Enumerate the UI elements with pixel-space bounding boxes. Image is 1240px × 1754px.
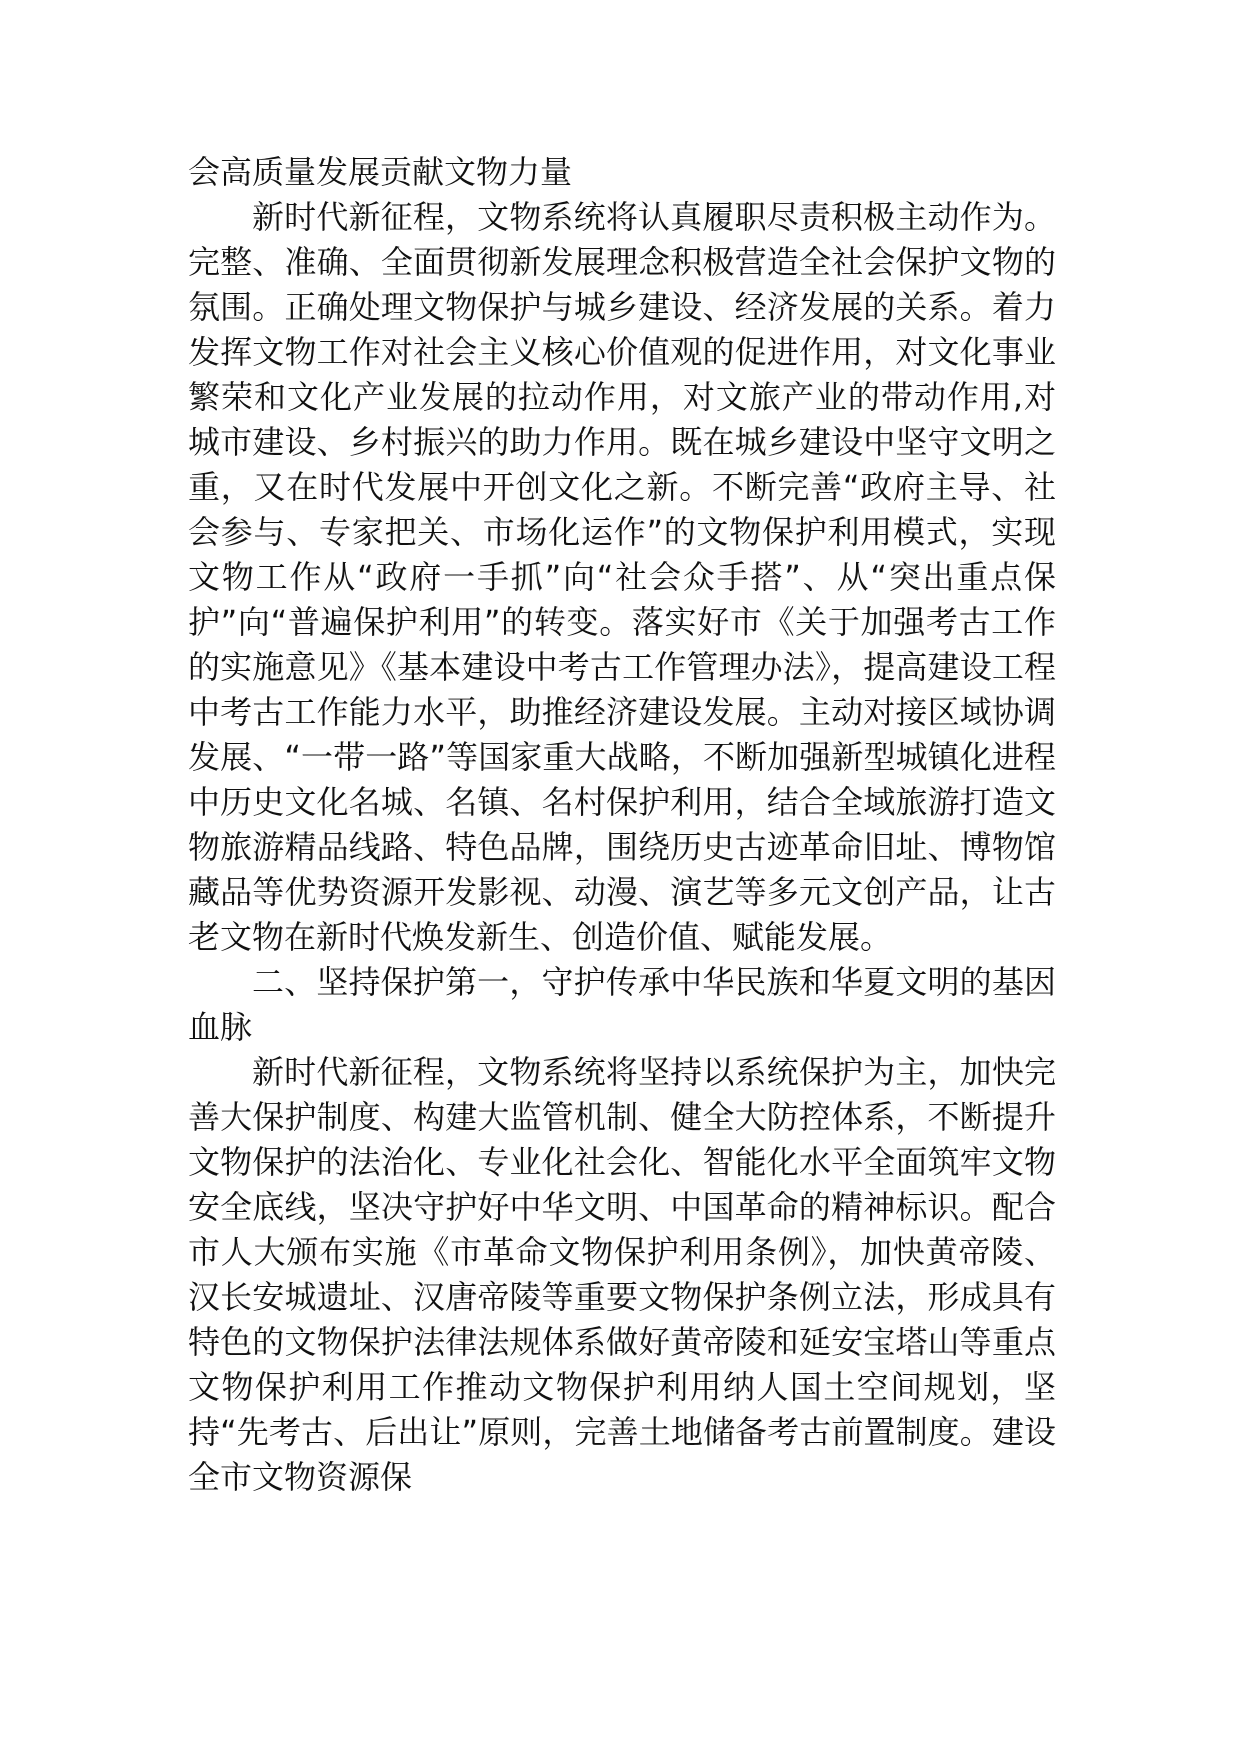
paragraph-systematic-protection: 新时代新征程，文物系统将坚持以系统保护为主，加快完善大保护制度、构建大监管机制、健全大防控体系，不断提升文物保护的法治化、专业化社会化、智能化水平全面筑牢文物安全底线，坚决守护好中华文明、中国革命的精神标识。配合市人大颁布实施《市革命文物保护利用条例》，加快黄帝陵、汉长安城遗址、汉唐帝陵等重要文物保护条例立法，形成具有特色的文物保护法律法规体系做好黄帝陵和延安宝塔山等重点文物保护利用工作推动文物保护利用纳人国土空间规划，坚持“先考古、后出让”原则，完善土地储备考古前置制度。建设全市文物资源保 [188,1053,1056,1496]
paragraph-continuation: 会高质量发展贡献文物力量 [188,153,573,191]
paragraph-cultural-relics-mission: 新时代新征程，文物系统将认真履职尽责积极主动作为。完整、准确、全面贯彻新发展理念积极营造全社会保护文物的氛围。正确处理文物保护与城乡建设、经济发展的关系。着力发挥文物工作对社会主义核心价值观的促进作用，对文化事业繁荣和文化产业发展的拉动作用，对文旅产业的带动作用,对城市建设、乡村振兴的助力作用。既在城乡建设中坚守文明之重，又在时代发展中开创文化之新。不断完善“政府主导、社会参与、专家把关、市场化运作”的文物保护利用模式，实现文物工作从“政府一手抓”向“社会众手搭”、从“突出重点保护”向“普遍保护利用”的转变。落实好市《关于加强考古工作的实施意见》《基本建设中考古工作管理办法》，提高建设工程中考古工作能力水平，助推经济建设发展。主动对接区域协调发展、“一带一路”等国家重大战略，不断加强新型城镇化进程中历史文化名城、名镇、名村保护利用，结合全域旅游打造文物旅游精品线路、特色品牌，围绕历史古迹革命旧址、博物馆藏品等优势资源开发影视、动漫、演艺等多元文创产品，让古老文物在新时代焕发新生、创造价值、赋能发展。 [188,198,1056,956]
section-heading-protection-first: 二、坚持保护第一，守护传承中华民族和华夏文明的基因血脉 [188,963,1056,1046]
document-page [188,150,1056,1500]
